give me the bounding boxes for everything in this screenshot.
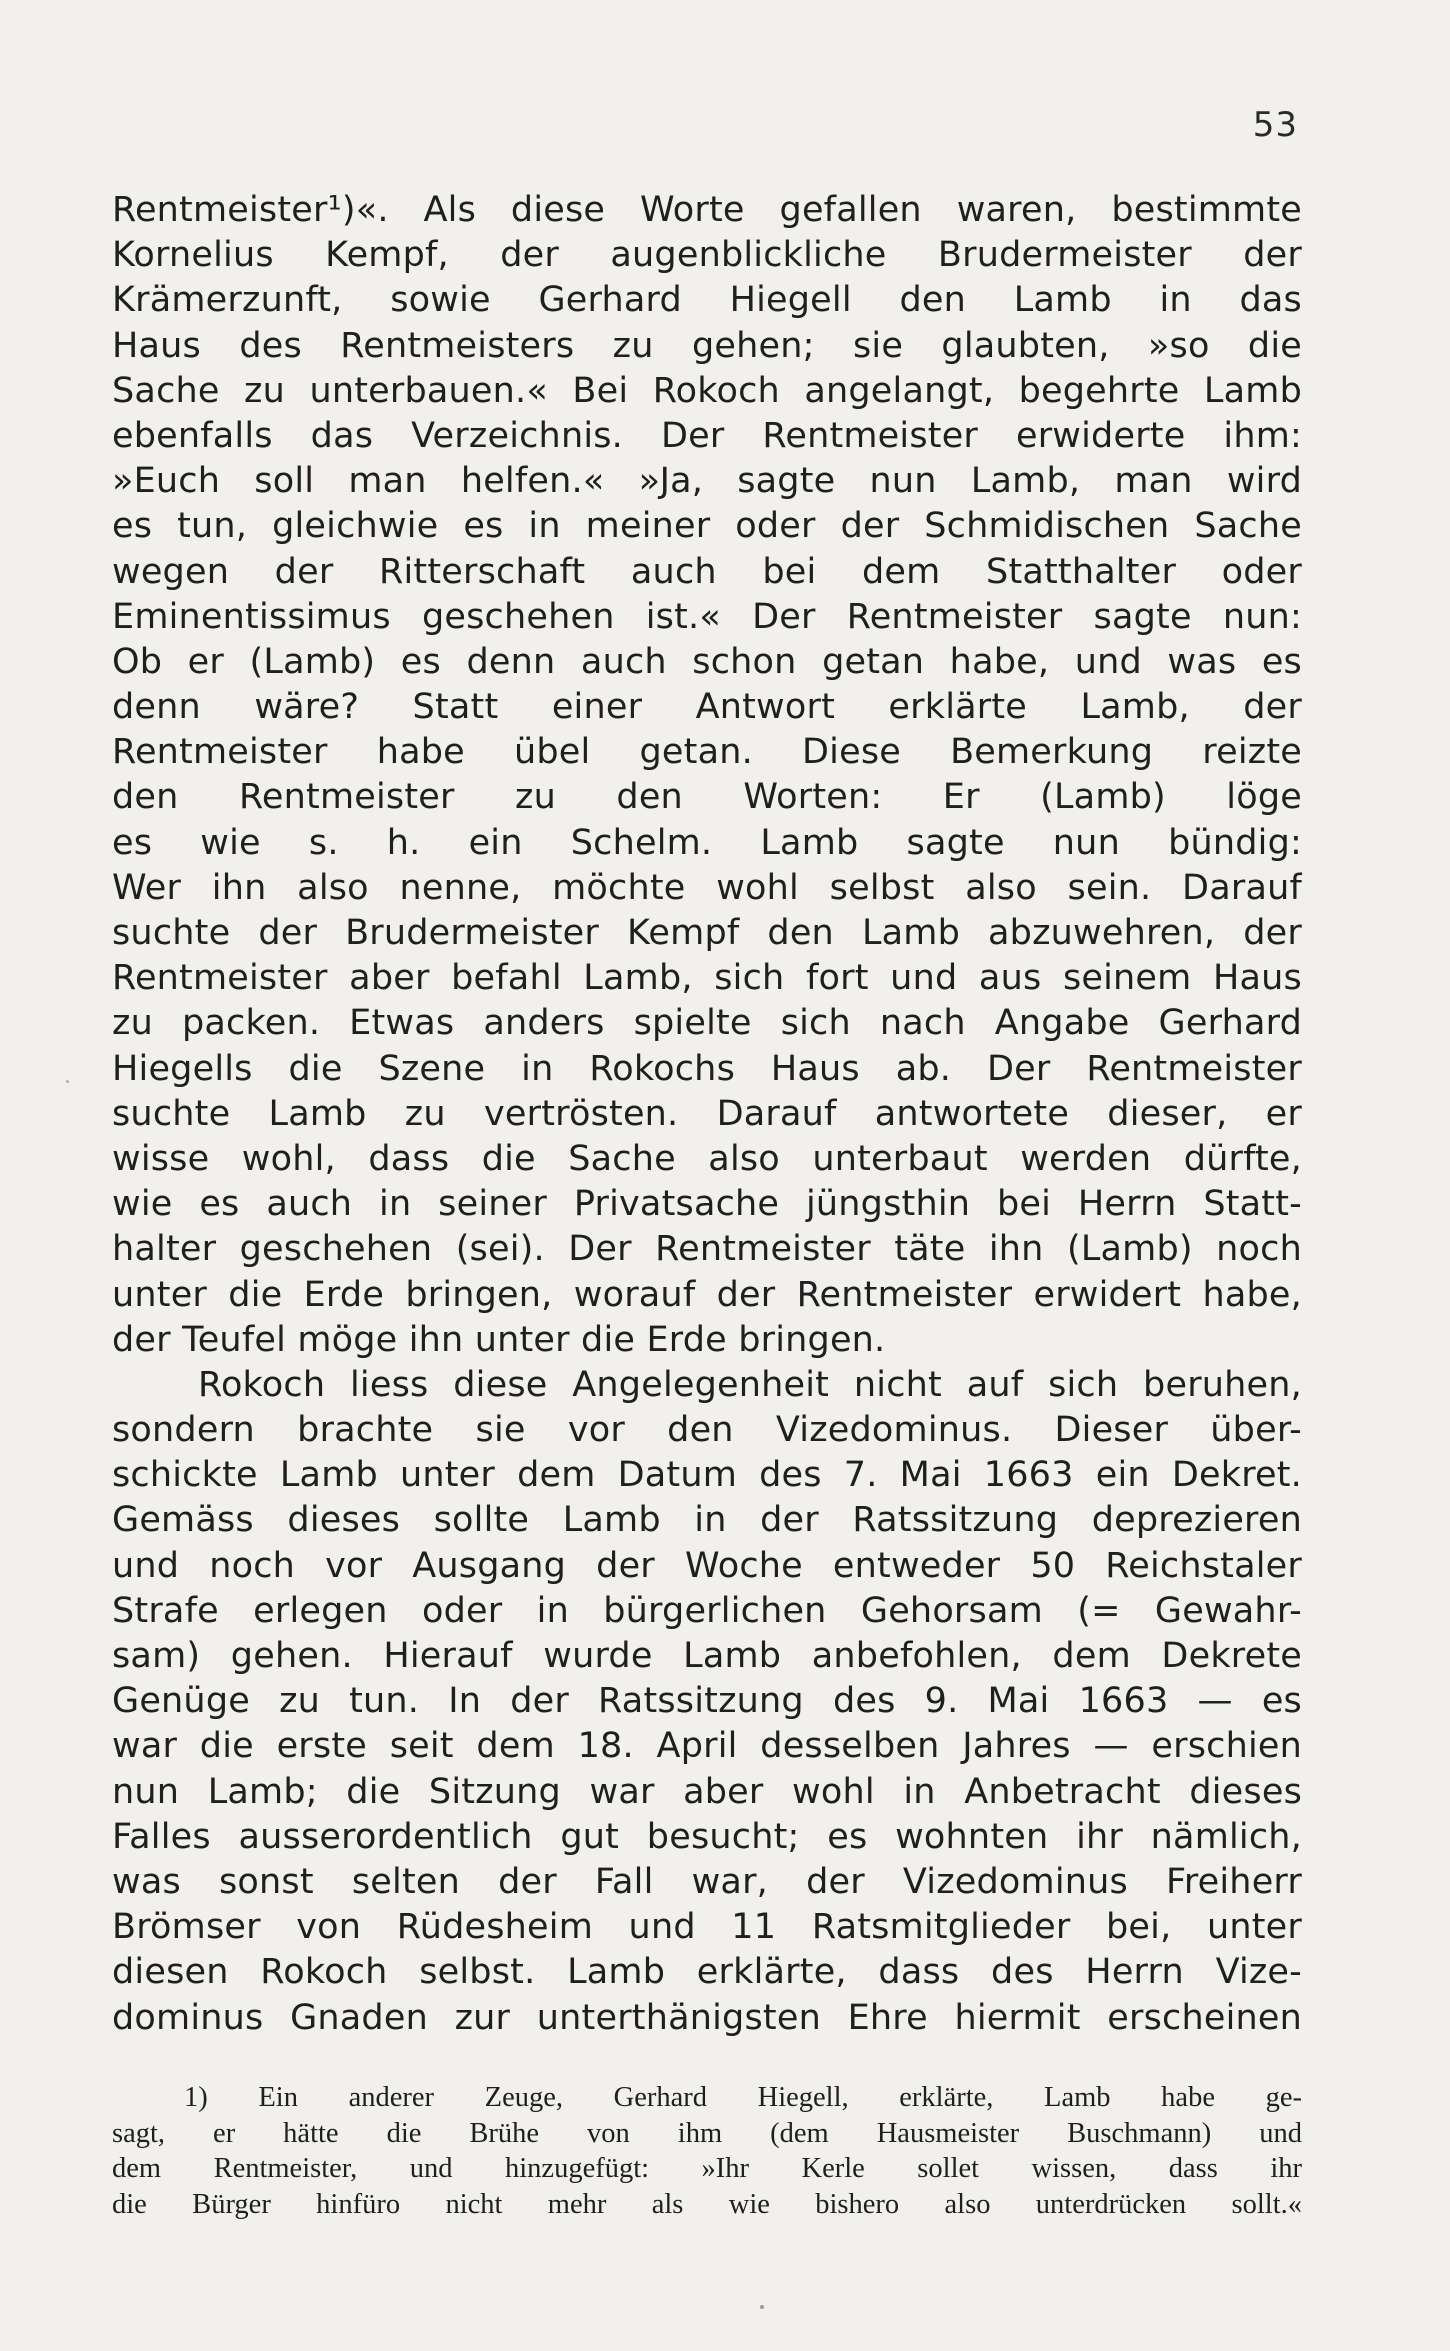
text-line: ebenfalls das Verzeichnis. Der Rentmeister erwiderte ihm: bbox=[112, 415, 1302, 456]
text-line: Haus des Rentmeisters zu gehen; sie glaubten, »so die bbox=[112, 325, 1302, 366]
footnote-line: sagt, er hätte die Brühe von ihm (dem Hausmeister Buschmann) und bbox=[112, 2117, 1302, 2149]
text-line: sondern brachte sie vor den Vizedominus. Dieser über- bbox=[112, 1410, 1302, 1451]
text-line: Brömser von Rüdesheim und 11 Ratsmitglieder bei, unter bbox=[112, 1907, 1302, 1948]
text-line: nun Lamb; die Sitzung war aber wohl in Anbetracht dieses bbox=[112, 1771, 1302, 1812]
text-line: halter geschehen (sei). Der Rentmeister täte ihn (Lamb) noch bbox=[112, 1229, 1302, 1270]
text-line: zu packen. Etwas anders spielte sich nach Angabe Gerhard bbox=[112, 1003, 1302, 1044]
text-line: wie es auch in seiner Privatsache jüngsthin bei Herrn Statt- bbox=[112, 1184, 1302, 1225]
text-line: wegen der Ritterschaft auch bei dem Statthalter oder bbox=[112, 551, 1302, 592]
text-line: Ob er (Lamb) es denn auch schon getan habe, und was es bbox=[112, 641, 1302, 682]
text-line: Krämerzunft, sowie Gerhard Hiegell den Lamb in das bbox=[112, 280, 1302, 321]
body-text bbox=[112, 188, 1302, 2041]
footnote-line: dem Rentmeister, und hinzugefügt: »Ihr Kerle sollet wissen, dass ihr bbox=[112, 2153, 1302, 2184]
text-line: es tun, gleichwie es in meiner oder der Schmidischen Sache bbox=[112, 506, 1302, 547]
paragraph-start-line: Rokoch liess diese Angelegenheit nicht auf sich beruhen, bbox=[198, 1364, 1302, 1405]
text-line: unter die Erde bringen, worauf der Rentmeister erwidert habe, bbox=[112, 1274, 1302, 1315]
text-line: denn wäre? Statt einer Antwort erklärte Lamb, der bbox=[112, 687, 1302, 728]
text-line: wisse wohl, dass die Sache also unterbaut werden dürfte, bbox=[112, 1138, 1302, 1179]
footnote bbox=[112, 2080, 1302, 2222]
text-line: Eminentissimus geschehen ist.« Der Rentmeister sagte nun: bbox=[112, 596, 1302, 637]
paragraph-end-line: der Teufel möge ihn unter die Erde bringen. bbox=[112, 1319, 886, 1360]
text-line: Rentmeister aber befahl Lamb, sich fort und aus seinem Haus bbox=[112, 958, 1302, 999]
text-line: Sache zu unterbauen.« Bei Rokoch angelangt, begehrte Lamb bbox=[112, 370, 1302, 411]
text-line: Gemäss dieses sollte Lamb in der Ratssitzung deprezieren bbox=[112, 1500, 1302, 1541]
paper-speck bbox=[66, 1080, 69, 1083]
text-line: es wie s. h. ein Schelm. Lamb sagte nun bündig: bbox=[112, 822, 1302, 863]
text-line: schickte Lamb unter dem Datum des 7. Mai 1663 ein Dekret. bbox=[112, 1455, 1302, 1496]
text-line: suchte der Brudermeister Kempf den Lamb abzuwehren, der bbox=[112, 913, 1302, 953]
paper-speck bbox=[760, 2305, 764, 2309]
text-line: Hiegells die Szene in Rokochs Haus ab. Der Rentmeister bbox=[112, 1048, 1302, 1089]
text-line: Rentmeister¹)«. Als diese Worte gefallen waren, bestimmte bbox=[112, 190, 1302, 230]
text-line: suchte Lamb zu vertrösten. Darauf antwortete dieser, er bbox=[112, 1093, 1302, 1134]
text-line: und noch vor Ausgang der Woche entweder 50 Reichstaler bbox=[112, 1545, 1302, 1586]
text-line: was sonst selten der Fall war, der Vizedominus Freiherr bbox=[112, 1861, 1302, 1902]
text-line: Strafe erlegen oder in bürgerlichen Gehorsam (= Gewahr- bbox=[112, 1590, 1302, 1631]
text-line: den Rentmeister zu den Worten: Er (Lamb) löge bbox=[112, 777, 1302, 818]
text-line: Rentmeister habe übel getan. Diese Bemerkung reizte bbox=[112, 732, 1302, 773]
text-line: Kornelius Kempf, der augenblickliche Brudermeister der bbox=[112, 235, 1302, 276]
text-line: »Euch soll man helfen.« »Ja, sagte nun Lamb, man wird bbox=[112, 461, 1302, 502]
text-line: Genüge zu tun. In der Ratssitzung des 9. Mai 1663 — es bbox=[112, 1681, 1302, 1722]
text-line: Wer ihn also nenne, möchte wohl selbst also sein. Darauf bbox=[112, 867, 1302, 908]
footnote-line: die Bürger hinfüro nicht mehr als wie bishero also unterdrücken sollt.« bbox=[112, 2188, 1302, 2220]
footnote-line: 1) Ein anderer Zeuge, Gerhard Hiegell, erklärte, Lamb habe ge- bbox=[184, 2082, 1302, 2113]
page-number: 53 bbox=[1252, 105, 1298, 145]
text-line: diesen Rokoch selbst. Lamb erklärte, dass des Herrn Vize- bbox=[112, 1952, 1302, 1993]
text-line: dominus Gnaden zur unterthänigsten Ehre hiermit erscheinen bbox=[112, 1997, 1302, 2038]
text-line: Falles ausserordentlich gut besucht; es wohnten ihr nämlich, bbox=[112, 1816, 1302, 1857]
text-line: sam) gehen. Hierauf wurde Lamb anbefohlen, dem Dekrete bbox=[112, 1636, 1302, 1676]
text-line: war die erste seit dem 18. April desselben Jahres — erschien bbox=[112, 1726, 1302, 1767]
